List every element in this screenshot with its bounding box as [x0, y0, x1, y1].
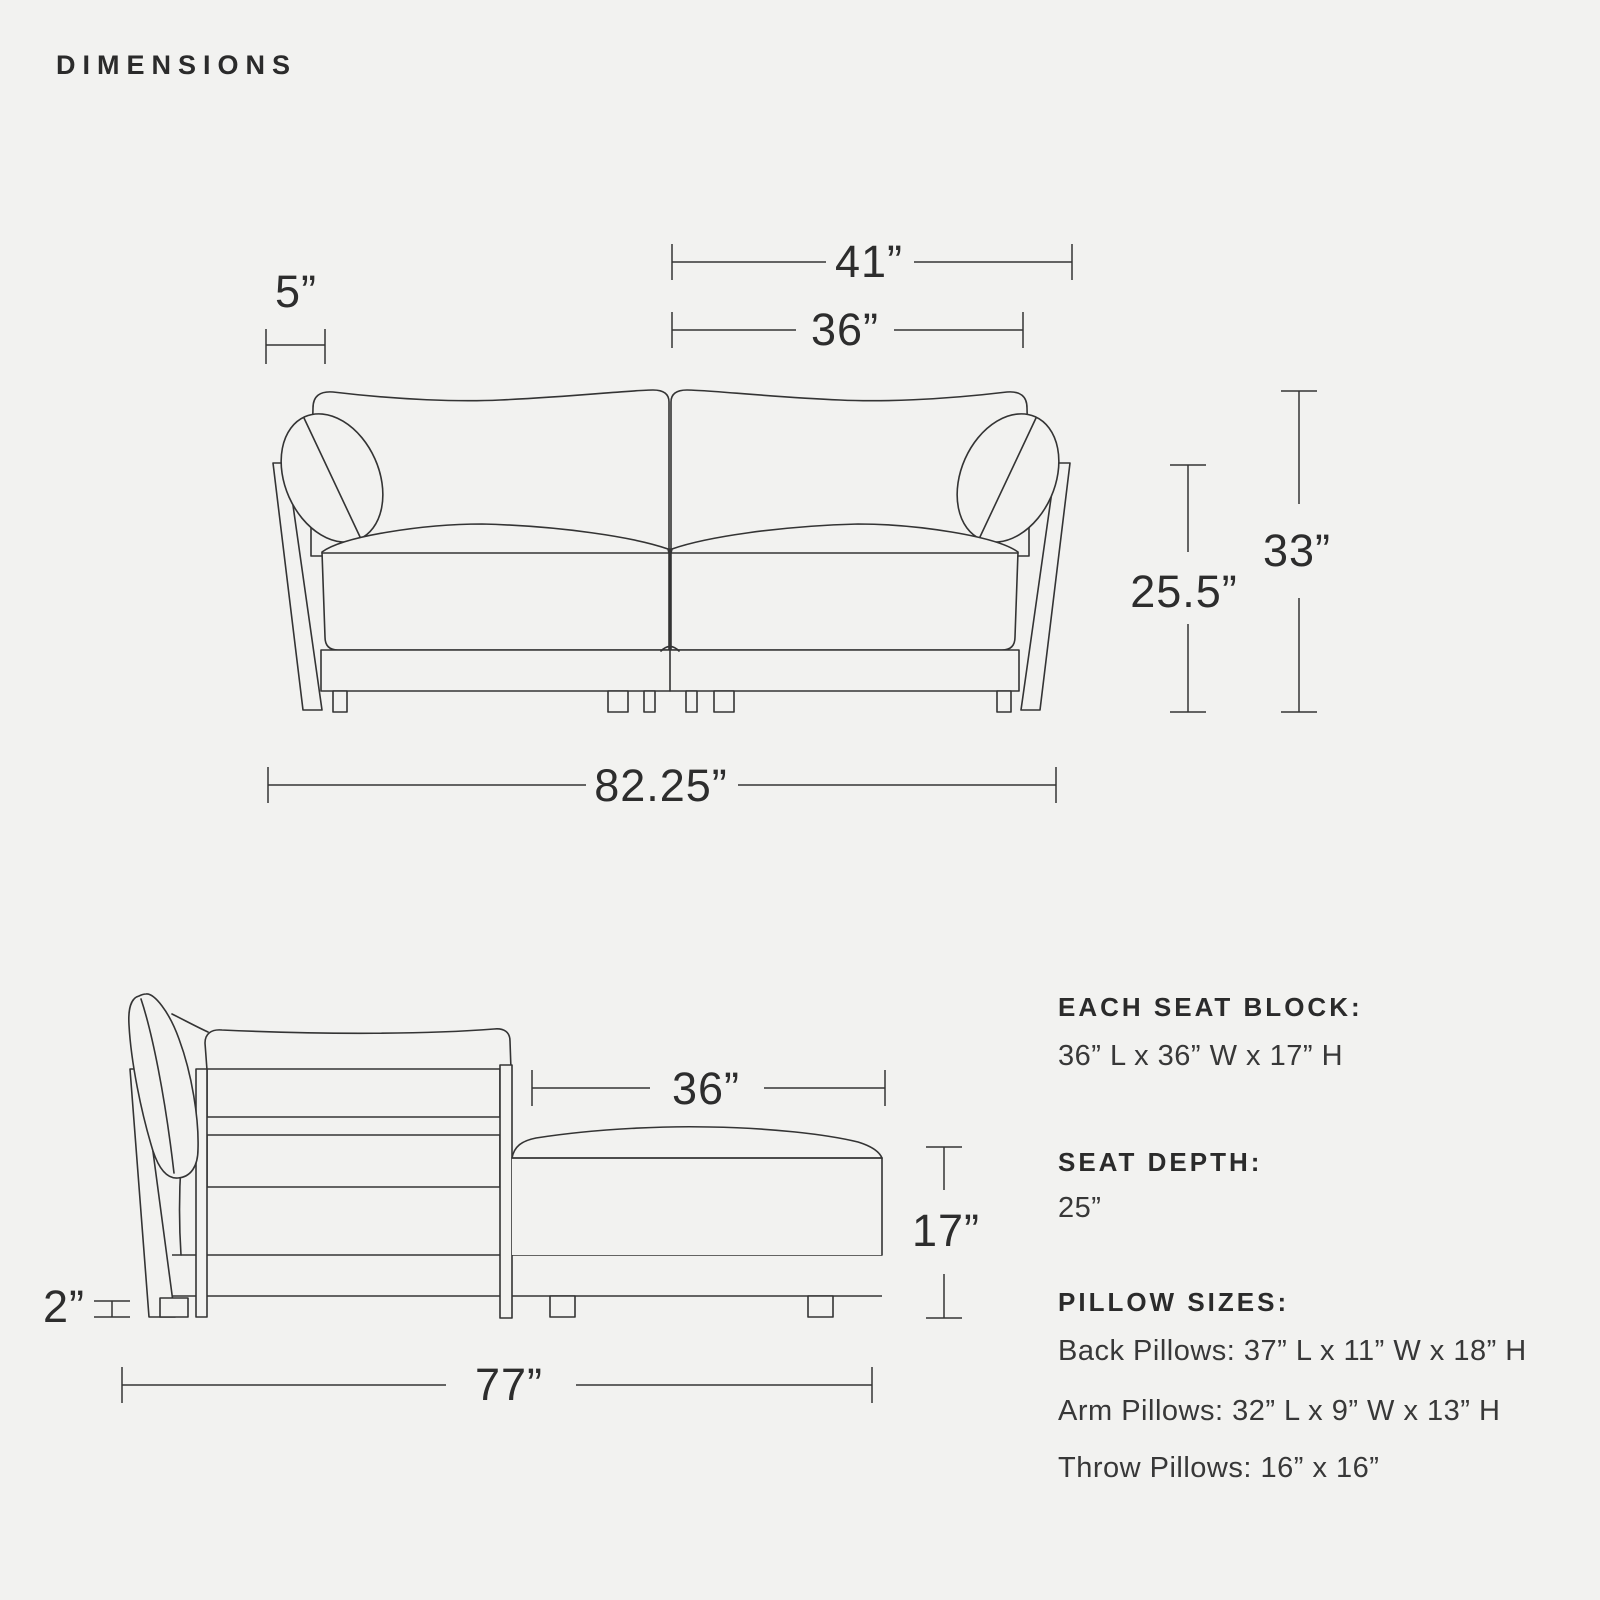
dim-overall-height: [1263, 391, 1331, 712]
dim-seat-block-width: [672, 304, 1023, 355]
side-back-rail-middle: [207, 1135, 500, 1187]
side-back-cushion: [205, 1029, 511, 1070]
dim-arm-width: [266, 266, 325, 364]
front-legs: [333, 691, 1011, 712]
spec-throw-pillows: Throw Pillows: 16” x 16”: [1058, 1452, 1380, 1484]
front-seat-module-right: [671, 524, 1018, 650]
dim-seat-block-with-arm-label: 41”: [834, 236, 904, 287]
dim-overall-depth-label: 77”: [474, 1359, 544, 1410]
dim-overall-width: [268, 760, 1056, 811]
dim-seat-block-with-arm: [672, 236, 1072, 287]
dim-seat-block-height-label: 17”: [911, 1205, 981, 1256]
dim-seat-block-width-label: 36”: [810, 304, 880, 355]
dim-arm-height-label: 25.5”: [1130, 566, 1238, 617]
dim-arm-width-label: 5”: [274, 266, 318, 317]
side-base-plinth: [172, 1255, 882, 1296]
spec-arm-pillows: Arm Pillows: 32” L x 9” W x 13” H: [1058, 1395, 1501, 1427]
dim-leg-height-label: 2”: [42, 1281, 86, 1332]
sofa-side-view: [129, 994, 882, 1318]
dim-overall-width-label: 82.25”: [594, 760, 728, 811]
side-arm-foot: [160, 1298, 188, 1317]
side-seat-block-body: [512, 1158, 882, 1255]
spec-pillow-sizes-heading: PILLOW SIZES:: [1058, 1287, 1290, 1317]
spec-seat-block-heading: EACH SEAT BLOCK:: [1058, 992, 1363, 1022]
dim-seat-block-depth: [532, 1063, 885, 1114]
spec-back-pillows: Back Pillows: 37” L x 11” W x 18” H: [1058, 1335, 1527, 1367]
side-frame-post-left: [196, 1069, 207, 1317]
side-frame-post-right: [500, 1065, 512, 1318]
side-leg-front: [550, 1296, 575, 1317]
sofa-front-view: [262, 390, 1078, 712]
spec-seat-depth-value: 25”: [1058, 1192, 1102, 1224]
dim-overall-height-label: 33”: [1262, 525, 1332, 576]
spec-seat-depth-heading: SEAT DEPTH:: [1058, 1147, 1263, 1177]
page-title: DIMENSIONS: [56, 50, 298, 80]
side-leg-back: [808, 1296, 833, 1317]
dim-leg-height: [43, 1281, 130, 1332]
dim-seat-block-height: [912, 1147, 980, 1318]
side-cushion-corner-curl: [172, 1014, 208, 1032]
side-seat-block-cushion: [512, 1127, 882, 1158]
spec-seat-block-value: 36” L x 36” W x 17” H: [1058, 1040, 1344, 1072]
side-back-rail-top: [207, 1069, 500, 1117]
front-seat-module-left: [322, 524, 669, 650]
dim-overall-depth: [122, 1359, 872, 1410]
dim-seat-block-depth-label: 36”: [671, 1063, 741, 1114]
dim-arm-height: [1130, 465, 1238, 712]
